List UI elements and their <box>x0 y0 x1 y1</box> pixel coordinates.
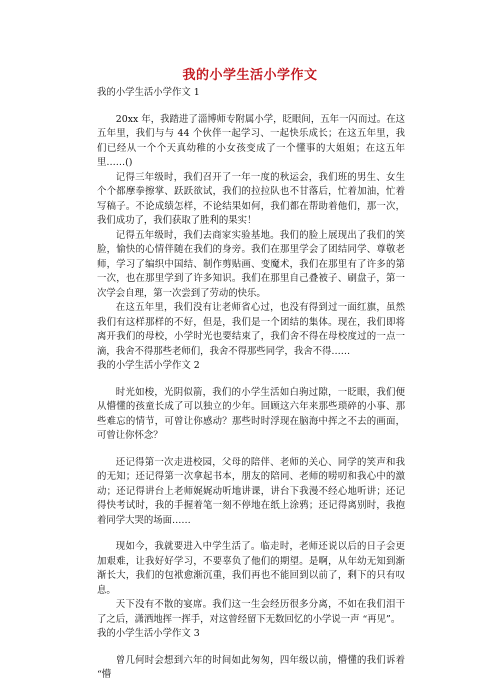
essay-1-paragraph-4: 在这五年里，我们没有让老师省心过，也没有得到过一面红旗，虽然我们有这样那样的不好，但是，我们是一个团结的集体。现在，我们即将离开我们的母校，小学时光也要结束了，我们舍不得在母校度过的一点一滴，我舍不得那些老师们，我舍不得那些同学，我舍不得…… <box>97 302 405 357</box>
document-body <box>97 86 405 683</box>
document-title: 我的小学生活小学作文 <box>182 68 318 83</box>
essay-1-paragraph-1: 20xx 年，我踏进了淄博师专附属小学，眨眼间，五年一闪而过。在这五年里，我们与与 44 个伙伴一起学习、一起快乐成长；在这五年里，我们已经从一个个天真幼稚的小女孩变成了一个懂事的大姐姐；在这五年里……() <box>97 113 405 168</box>
essay-1-paragraph-2: 记得三年级时，我们召开了一年一度的秋运会，我们班的男生、女生个个都摩拳擦掌、跃跃欲试，我们的拉拉队也不甘落后，忙着加油，忙着写稿子。不论成绩怎样，不论结果如何，我们都在帮助着他们，那一次，我们成功了，我们获取了胜利的果实！ <box>97 171 405 226</box>
essay-1-heading: 我的小学生活小学作文 1 <box>97 87 200 98</box>
essay-2-heading: 我的小学生活小学作文 2 <box>97 360 200 371</box>
essay-2-paragraph-3: 现如今，我就要进入中学生活了。临走时，老师还说以后的日子会更加艰难，让我好好学习，不要辜负了他们的期望。是啊，从年幼无知到渐渐长大，我们的包袱愈渐沉重，我们再也不能回到以前了，剩下的只有叹息。 <box>97 541 405 596</box>
essay-2-paragraph-1: 时光如梭，光阴似箭，我们的小学生活如白驹过隙，一眨眼，我们便从懵懂的孩童长成了可以独立的少年。回顾这六年来那些琐碎的小事、那些难忘的情节，可曾让你感动？那些时时浮现在脑海中挥之不去的画面，可曾让你怀念？ <box>97 386 405 441</box>
essay-2-paragraph-4: 天下没有不散的宴席。我们这一生会经历很多分离，不如在我们泪干了之后，潇洒地挥一挥手，对这曾经留下无数回忆的小学说一声 “再见”。 <box>97 599 405 625</box>
essay-3-heading: 我的小学生活小学作文 3 <box>97 628 200 639</box>
essay-2-paragraph-2: 还记得第一次走进校园，父母的陪伴、老师的关心、同学的笑声和我的无知；还记得第一次拿起书本，朋友的陪同、老师的唠叨和我心中的激动；还记得讲台上老师娓娓动听地讲课，讲台下我漫不经心地听讲；还记得快考试时，我的手握着笔一刻不停地在纸上涂鸦；还记得离别时，我抱着同学大哭的场面…… <box>97 456 405 526</box>
essay-1-paragraph-3: 记得五年级时，我们去商家实验基地。我们的脸上展现出了我们的笑脸，愉快的心情伴随在我们的身旁。我们在那里学会了团结同学、尊敬老师，学习了编织中国结、制作剪贴画、变魔术，我们在那里有了许多的第一次，也在那里学到了许多知识。我们在那里自己叠被子、刷盘子，第一次学会自理，第一次尝到了劳动的快乐。 <box>97 229 405 299</box>
essay-3-paragraph-1: 曾几何时会想到六年的时间如此匆匆，四年级以前，懵懂的我们诉着 “懵 <box>97 654 405 680</box>
